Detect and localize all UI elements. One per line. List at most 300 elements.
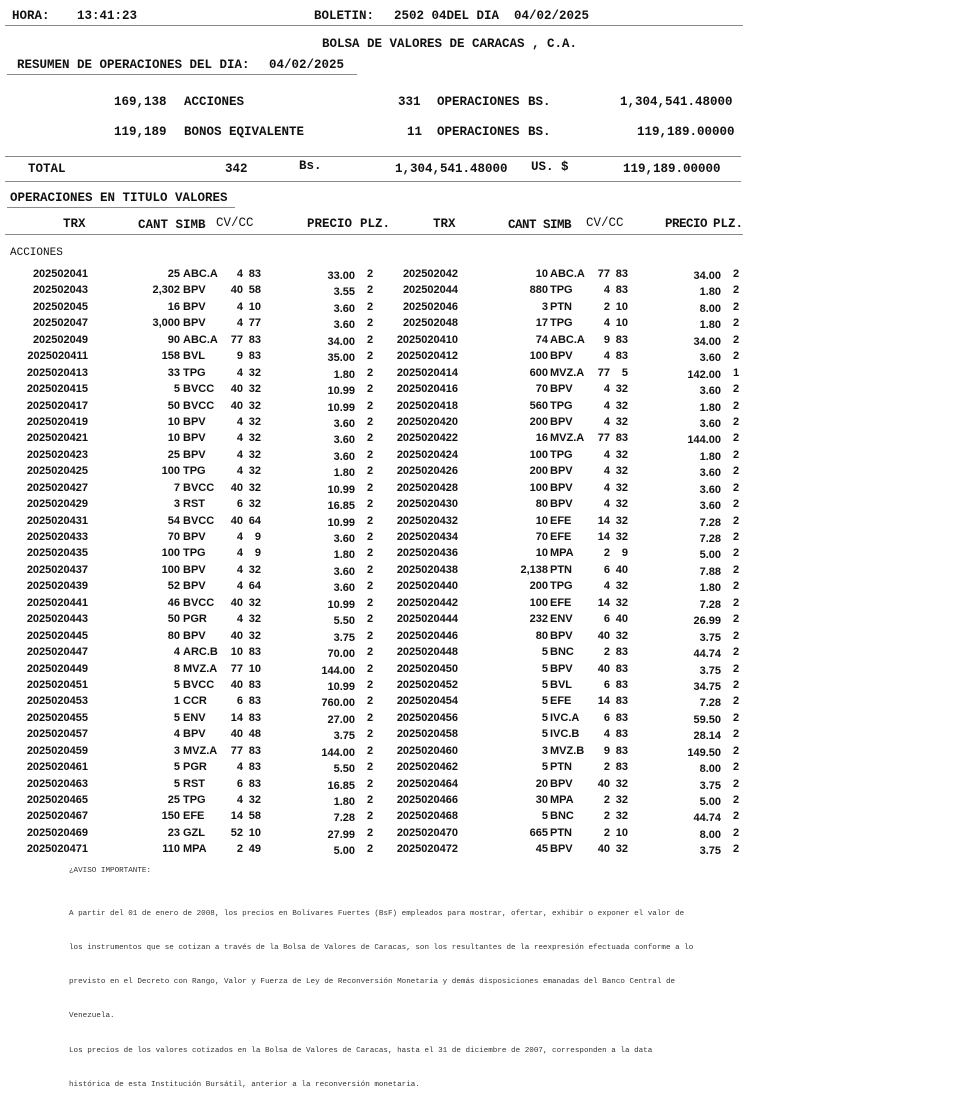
cell-trx: 202502048 [402, 317, 458, 330]
cell-plazo: 2 [733, 678, 740, 691]
cell-precio: 5.50 [333, 763, 355, 776]
cell-cv: 9 [603, 333, 610, 346]
cell-trx: 2025020466 [396, 794, 458, 806]
cell-precio: 1.80 [333, 467, 355, 480]
cell-cantidad: 5 [541, 711, 548, 724]
cell-cantidad: 5 [541, 695, 548, 708]
table-row [0, 545, 750, 561]
cell-precio: 1.80 [699, 286, 721, 299]
cell-cv: 52 [230, 826, 243, 839]
col-cv-cc: CV/CC [216, 216, 254, 230]
cell-cv: 40 [230, 399, 243, 412]
cell-cantidad: 100 [529, 596, 548, 609]
cell-cv: 4 [236, 465, 243, 478]
operations-title: OPERACIONES EN TITULO VALORES [10, 191, 228, 205]
cell-cc: 83 [248, 350, 261, 363]
cell-cantidad: 600 [529, 366, 548, 379]
cell-simbolo: BVCC [183, 514, 215, 527]
cell-plazo: 2 [733, 695, 740, 708]
cell-plazo: 2 [733, 448, 740, 461]
cell-precio: 3.55 [333, 286, 355, 299]
cell-cantidad: 80 [535, 629, 548, 642]
cell-plazo: 2 [733, 744, 740, 757]
total-bs-label: Bs. [299, 159, 322, 173]
cell-cc: 83 [615, 646, 628, 659]
cell-cantidad: 100 [529, 481, 548, 494]
cell-cv: 2 [236, 843, 243, 856]
cell-simbolo: BVL [550, 678, 572, 691]
cell-plazo: 2 [733, 613, 740, 626]
cell-cv: 77 [597, 268, 610, 280]
cell-cantidad: 50 [167, 399, 180, 412]
cell-precio: 144.00 [687, 434, 721, 447]
cell-cc: 32 [615, 399, 628, 412]
table-row [0, 282, 750, 298]
cell-cv: 2 [603, 547, 610, 560]
table-row [0, 595, 750, 611]
cell-cantidad: 1 [173, 695, 180, 708]
section-label: ACCIONES [10, 247, 63, 259]
col-precio: PRECIO [307, 217, 353, 231]
cell-cantidad: 5 [541, 728, 548, 741]
cell-precio: 1.80 [333, 549, 355, 562]
cell-cc: 77 [248, 317, 261, 330]
cell-plazo: 2 [367, 498, 374, 511]
cell-cantidad: 110 [162, 843, 180, 856]
cell-cv: 4 [603, 350, 610, 363]
cell-cv: 40 [597, 843, 610, 856]
cell-cc: 10 [248, 826, 261, 839]
cell-plazo: 2 [367, 580, 374, 593]
cell-plazo: 2 [367, 646, 374, 659]
cell-precio: 34.75 [693, 680, 721, 693]
cell-cc: 32 [615, 448, 628, 461]
cell-cv: 14 [597, 596, 610, 609]
cell-cantidad: 23 [167, 826, 180, 839]
cell-simbolo: ABC.A [183, 333, 218, 346]
cell-cantidad: 100 [529, 448, 548, 461]
cell-cantidad: 2,302 [152, 284, 180, 297]
cell-cv: 40 [597, 662, 610, 675]
cell-cantidad: 3 [173, 744, 180, 757]
notice-line: los instrumentos que se cotizan a través de la Bolsa de Valores de Caracas, son los resultantes de la reexpresión efectuada conforme a lo [69, 944, 694, 953]
cell-precio: 3.60 [699, 467, 721, 480]
cell-cv: 40 [230, 678, 243, 691]
cell-trx: 202502047 [32, 317, 88, 330]
cell-precio: 3.60 [699, 385, 721, 398]
cell-trx: 2025020432 [396, 514, 458, 527]
cell-cc: 10 [615, 300, 628, 313]
divider [5, 181, 741, 182]
col-trx: TRX [433, 217, 456, 231]
cell-cantidad: 5 [173, 383, 180, 396]
table-row [0, 628, 750, 644]
table-row [0, 513, 750, 529]
cell-cantidad: 232 [529, 613, 548, 626]
cell-cv: 6 [236, 695, 243, 708]
cell-trx: 2025020452 [396, 678, 458, 691]
cell-cantidad: 3 [541, 300, 548, 313]
cell-simbolo: ABC.A [550, 333, 585, 346]
cell-cc: 9 [254, 547, 261, 560]
table-row [0, 348, 750, 364]
cell-cantidad: 25 [167, 794, 180, 806]
institution-name: BOLSA DE VALORES DE CARACAS , C.A. [322, 37, 578, 51]
cell-precio: 3.60 [699, 417, 721, 430]
cell-trx: 2025020415 [26, 383, 88, 396]
cell-precio: 44.74 [693, 648, 721, 661]
cell-simbolo: MVZ.A [183, 744, 218, 757]
cell-plazo: 1 [733, 366, 740, 379]
cell-plazo: 2 [733, 777, 740, 790]
cell-cc: 83 [248, 333, 261, 346]
cell-cantidad: 100 [161, 547, 180, 560]
cell-trx: 2025020470 [396, 826, 458, 839]
cell-trx: 2025020471 [26, 843, 88, 856]
summary-amount: 1,304,541.48000 [620, 95, 733, 109]
cell-plazo: 2 [733, 596, 740, 609]
cell-cv: 2 [603, 810, 610, 823]
cell-trx: 2025020435 [26, 547, 88, 560]
cell-simbolo: BVCC [183, 481, 215, 494]
cell-cv: 40 [230, 728, 243, 741]
cell-simbolo: BPV [550, 481, 573, 494]
summary-amount: 119,189.00000 [637, 125, 735, 139]
cell-precio: 10.99 [327, 598, 355, 611]
cell-cc: 83 [615, 678, 628, 691]
cell-simbolo: ARC.B [183, 646, 218, 659]
cell-simbolo: BPV [183, 432, 206, 445]
divider [5, 156, 741, 157]
cell-simbolo: TPG [183, 547, 206, 560]
cell-plazo: 2 [733, 728, 740, 741]
table-row [0, 299, 750, 315]
cell-plazo: 2 [367, 761, 374, 774]
cell-cv: 4 [236, 366, 243, 379]
cell-plazo: 2 [733, 300, 740, 313]
table-row [0, 496, 750, 512]
cell-plazo: 2 [367, 728, 374, 741]
cell-plazo: 2 [367, 744, 374, 757]
cell-cc: 32 [248, 481, 261, 494]
summary-date: 04/02/2025 [269, 58, 345, 72]
cell-cc: 83 [248, 777, 261, 790]
table-row [0, 644, 750, 660]
cell-precio: 16.85 [327, 500, 355, 513]
cell-cantidad: 5 [173, 711, 180, 724]
cell-trx: 2025020447 [26, 646, 88, 659]
cell-precio: 3.75 [699, 845, 721, 858]
cell-precio: 1.80 [699, 401, 721, 414]
cell-cc: 9 [621, 547, 628, 560]
cell-plazo: 2 [367, 711, 374, 724]
cell-cc: 83 [615, 695, 628, 708]
cell-precio: 760.00 [321, 697, 355, 710]
cell-simbolo: TPG [183, 465, 206, 478]
cell-simbolo: GZL [183, 826, 205, 839]
cell-precio: 3.75 [699, 631, 721, 644]
cell-trx: 202502043 [32, 284, 88, 297]
notice-body [69, 886, 693, 1103]
cell-plazo: 2 [367, 333, 374, 346]
hora-value: 13:41:23 [77, 9, 138, 23]
cell-simbolo: PTN [550, 761, 572, 774]
cell-precio: 3.60 [699, 500, 721, 513]
col-plz: PLZ. [713, 217, 744, 231]
cell-trx: 2025020464 [396, 777, 458, 790]
cell-plazo: 2 [367, 432, 374, 445]
notice-line: A partir del 01 de enero de 2008, los precios en Bolívares Fuertes (BsF) empleados para mostrar, ofertar, exhibir o exponer el valor de [69, 909, 685, 918]
cell-plazo: 2 [367, 777, 374, 790]
cell-cc: 32 [248, 613, 261, 626]
cell-cv: 4 [603, 481, 610, 494]
cell-cc: 83 [248, 711, 261, 724]
cell-cc: 83 [615, 432, 628, 445]
cell-cantidad: 70 [535, 531, 548, 543]
cell-cv: 4 [603, 498, 610, 511]
table-row [0, 529, 750, 545]
cell-plazo: 2 [733, 481, 740, 494]
cell-precio: 144.00 [321, 746, 355, 759]
cell-plazo: 2 [733, 711, 740, 724]
cell-plazo: 2 [367, 300, 374, 313]
table-row [0, 480, 750, 496]
col-cv-cc: CV/CC [586, 216, 624, 230]
cell-trx: 2025020437 [26, 563, 88, 576]
cell-cc: 83 [615, 350, 628, 363]
cell-cv: 4 [236, 547, 243, 560]
cell-precio: 35.00 [327, 352, 355, 365]
cell-cv: 4 [236, 300, 243, 313]
cell-cc: 32 [248, 432, 261, 445]
cell-cc: 40 [615, 563, 628, 576]
cell-cc: 32 [248, 563, 261, 576]
cell-cc: 58 [248, 810, 261, 823]
cell-simbolo: RST [183, 498, 205, 511]
cell-trx: 202502044 [402, 284, 458, 297]
table-row [0, 430, 750, 446]
cell-cantidad: 560 [529, 399, 548, 412]
cell-plazo: 2 [367, 366, 374, 379]
cell-trx: 2025020472 [396, 843, 458, 856]
cell-plazo: 2 [367, 826, 374, 839]
cell-cantidad: 16 [535, 432, 548, 445]
cell-trx: 2025020426 [396, 465, 458, 478]
cell-trx: 202502046 [402, 300, 458, 313]
cell-plazo: 2 [733, 383, 740, 396]
cell-cc: 32 [615, 514, 628, 527]
cell-simbolo: BNC [550, 646, 574, 659]
cell-simbolo: PGR [183, 761, 207, 774]
cell-cc: 83 [615, 728, 628, 741]
cell-cantidad: 5 [541, 810, 548, 823]
cell-plazo: 2 [367, 514, 374, 527]
cell-precio: 26.99 [693, 615, 721, 628]
cell-plazo: 2 [367, 662, 374, 675]
table-row [0, 365, 750, 381]
cell-plazo: 2 [367, 596, 374, 609]
cell-cc: 32 [248, 415, 261, 428]
cell-cc: 83 [248, 761, 261, 774]
table-row [0, 447, 750, 463]
cell-plazo: 2 [367, 415, 374, 428]
cell-cc: 83 [248, 678, 261, 691]
cell-plazo: 2 [367, 317, 374, 330]
cell-simbolo: RST [183, 777, 205, 790]
cell-simbolo: ENV [183, 711, 206, 724]
cell-cantidad: 80 [167, 629, 180, 642]
cell-simbolo: TPG [183, 794, 206, 806]
table-row [0, 315, 750, 331]
cell-cv: 77 [597, 366, 610, 379]
cell-cc: 32 [615, 580, 628, 593]
cell-cv: 4 [236, 531, 243, 543]
cell-simbolo: EFE [550, 531, 572, 543]
cell-cv: 4 [603, 465, 610, 478]
cell-cantidad: 3 [173, 498, 180, 511]
operations-table [0, 266, 750, 858]
cell-simbolo: TPG [550, 448, 573, 461]
cell-trx: 2025020467 [26, 810, 88, 823]
cell-cc: 32 [615, 810, 628, 823]
cell-simbolo: BPV [550, 629, 573, 642]
cell-precio: 5.00 [699, 549, 721, 562]
cell-simbolo: MVZ.A [183, 662, 218, 675]
col-cant-simb: CANT SIMB [138, 218, 206, 232]
cell-simbolo: TPG [550, 284, 573, 297]
cell-trx: 2025020450 [396, 662, 458, 675]
table-row [0, 776, 750, 792]
cell-plazo: 2 [733, 399, 740, 412]
cell-trx: 2025020442 [396, 596, 458, 609]
cell-cc: 83 [615, 711, 628, 724]
cell-cantidad: 10 [535, 268, 548, 280]
cell-simbolo: PTN [550, 826, 572, 839]
cell-trx: 2025020455 [26, 711, 88, 724]
cell-simbolo: EFE [183, 810, 205, 823]
cell-cantidad: 5 [541, 646, 548, 659]
cell-cc: 32 [248, 498, 261, 511]
cell-cantidad: 74 [535, 333, 548, 346]
cell-precio: 1.80 [333, 368, 355, 381]
cell-cantidad: 25 [167, 448, 180, 461]
cell-cc: 9 [254, 531, 261, 543]
cell-plazo: 2 [733, 415, 740, 428]
cell-cc: 32 [248, 794, 261, 806]
cell-simbolo: BPV [550, 662, 573, 675]
cell-cv: 40 [597, 777, 610, 790]
cell-precio: 5.00 [333, 845, 355, 858]
cell-plazo: 2 [733, 333, 740, 346]
cell-plazo: 2 [367, 268, 374, 280]
cell-cv: 14 [230, 810, 243, 823]
cell-cv: 77 [230, 744, 243, 757]
cell-trx: 2025020428 [396, 481, 458, 494]
cell-trx: 2025020456 [396, 711, 458, 724]
cell-plazo: 2 [367, 563, 374, 576]
cell-precio: 7.88 [699, 565, 721, 578]
cell-plazo: 2 [367, 448, 374, 461]
cell-plazo: 2 [733, 826, 740, 839]
cell-cc: 32 [615, 498, 628, 511]
cell-cc: 32 [615, 465, 628, 478]
cell-simbolo: PTN [550, 563, 572, 576]
cell-precio: 10.99 [327, 385, 355, 398]
summary-currency: BS. [528, 95, 551, 109]
cell-precio: 3.60 [699, 483, 721, 496]
cell-plazo: 2 [733, 498, 740, 511]
cell-simbolo: EFE [550, 596, 572, 609]
cell-cantidad: 70 [167, 531, 180, 543]
cell-cantidad: 2,138 [520, 563, 548, 576]
cell-simbolo: PTN [550, 300, 572, 313]
cell-trx: 2025020454 [396, 695, 458, 708]
cell-cv: 4 [236, 613, 243, 626]
cell-cantidad: 4 [173, 728, 180, 741]
cell-trx: 2025020462 [396, 761, 458, 774]
cell-precio: 1.80 [699, 450, 721, 463]
cell-simbolo: MPA [550, 547, 574, 560]
cell-plazo: 2 [733, 563, 740, 576]
cell-cantidad: 880 [529, 284, 548, 297]
boletin-value: 2502 04DEL DIA 04/02/2025 [394, 9, 590, 23]
cell-simbolo: EFE [550, 514, 572, 527]
cell-precio: 10.99 [327, 483, 355, 496]
cell-simbolo: BPV [550, 415, 573, 428]
table-row [0, 677, 750, 693]
cell-cv: 77 [230, 662, 243, 675]
cell-cc: 83 [615, 284, 628, 297]
notice-line: Los precios de los valores cotizados en la Bolsa de Valores de Caracas, hasta el 31 de diciembre de 2007, corresponden a la data [69, 1046, 653, 1055]
cell-simbolo: MPA [550, 794, 574, 806]
cell-precio: 10.99 [327, 401, 355, 414]
cell-plazo: 2 [367, 465, 374, 478]
cell-cv: 4 [603, 580, 610, 593]
cell-precio: 8.00 [699, 302, 721, 315]
cell-cv: 9 [236, 350, 243, 363]
cell-simbolo: BVCC [183, 596, 215, 609]
cell-plazo: 2 [733, 547, 740, 560]
cell-cantidad: 10 [167, 432, 180, 445]
cell-precio: 3.60 [333, 533, 355, 545]
table-row [0, 825, 750, 841]
table-row [0, 693, 750, 709]
cell-trx: 2025020459 [26, 744, 88, 757]
cell-cv: 4 [236, 432, 243, 445]
cell-simbolo: BPV [183, 448, 206, 461]
cell-trx: 2025020410 [396, 333, 458, 346]
cell-precio: 34.00 [327, 335, 355, 348]
cell-cantidad: 5 [173, 777, 180, 790]
cell-trx: 2025020461 [26, 761, 88, 774]
cell-plazo: 2 [367, 629, 374, 642]
cell-cv: 4 [236, 448, 243, 461]
cell-simbolo: BPV [550, 350, 573, 363]
cell-trx: 2025020443 [26, 613, 88, 626]
cell-cantidad: 4 [173, 646, 180, 659]
cell-cc: 10 [615, 317, 628, 330]
cell-cc: 32 [615, 415, 628, 428]
cell-cv: 14 [597, 531, 610, 543]
cell-precio: 8.00 [699, 763, 721, 776]
cell-plazo: 2 [733, 432, 740, 445]
cell-precio: 3.60 [333, 565, 355, 578]
cell-cv: 6 [603, 678, 610, 691]
cell-plazo: 2 [367, 613, 374, 626]
cell-cc: 5 [621, 366, 628, 379]
cell-cv: 4 [603, 399, 610, 412]
cell-cv: 9 [603, 744, 610, 757]
